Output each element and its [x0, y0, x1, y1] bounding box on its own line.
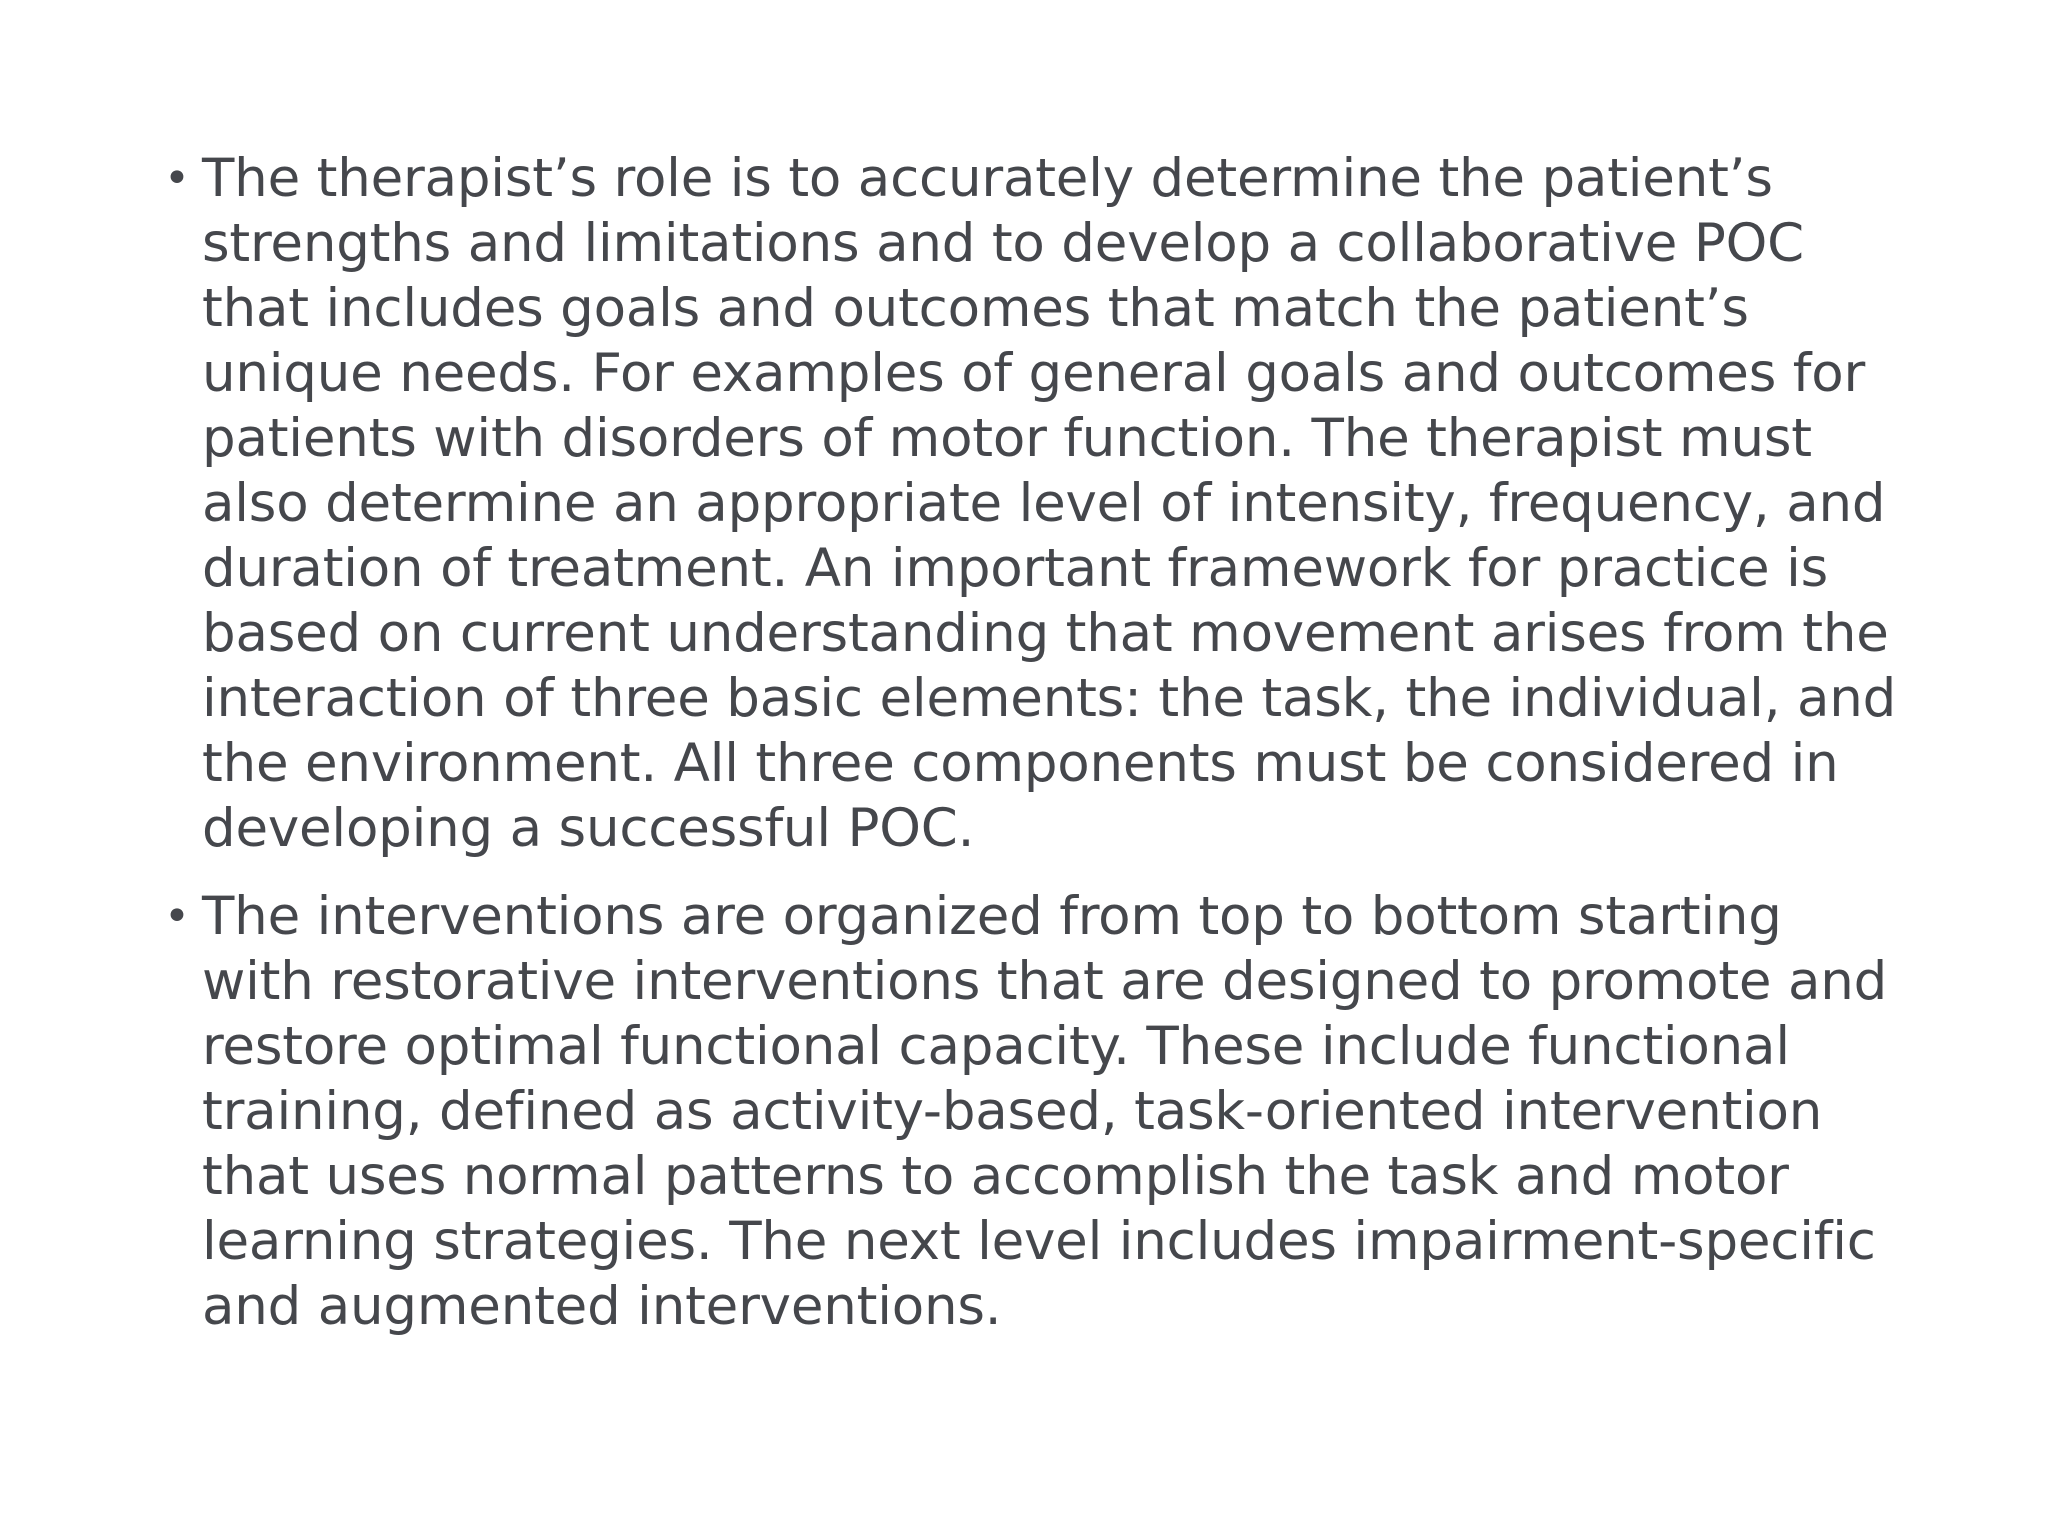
bullet-item-1: [150, 146, 1910, 861]
bullet-text: The interventions are organized from top to bottom starting with restorative interventions that are designed to promote and restore optimal functional capacity. These include functional training, defined as activity-based, task-oriented intervention that uses normal patterns to accomplish the task and motor learning strategies. The next level includes impairment-specific and augmented interventions.: [202, 886, 1888, 1337]
bullet-marker-icon: •: [164, 153, 190, 204]
bullet-marker-icon: •: [164, 891, 190, 942]
bullet-item-2: [150, 884, 1910, 1339]
bullet-list: [150, 146, 1910, 1362]
bullet-text: The therapist’s role is to accurately determine the patient’s strengths and limitations and to develop a collaborative POC that includes goals and outcomes that match the patient’s unique needs. For examples of general goals and outcomes for patients with disorders of motor function. The therapist must also determine an appropriate level of intensity, frequency, and duration of treatment. An important framework for practice is based on current understanding that movement arises from the interaction of three basic elements: the task, the individual, and the environment. All three components must be considered in developing a successful POC.: [202, 148, 1897, 859]
